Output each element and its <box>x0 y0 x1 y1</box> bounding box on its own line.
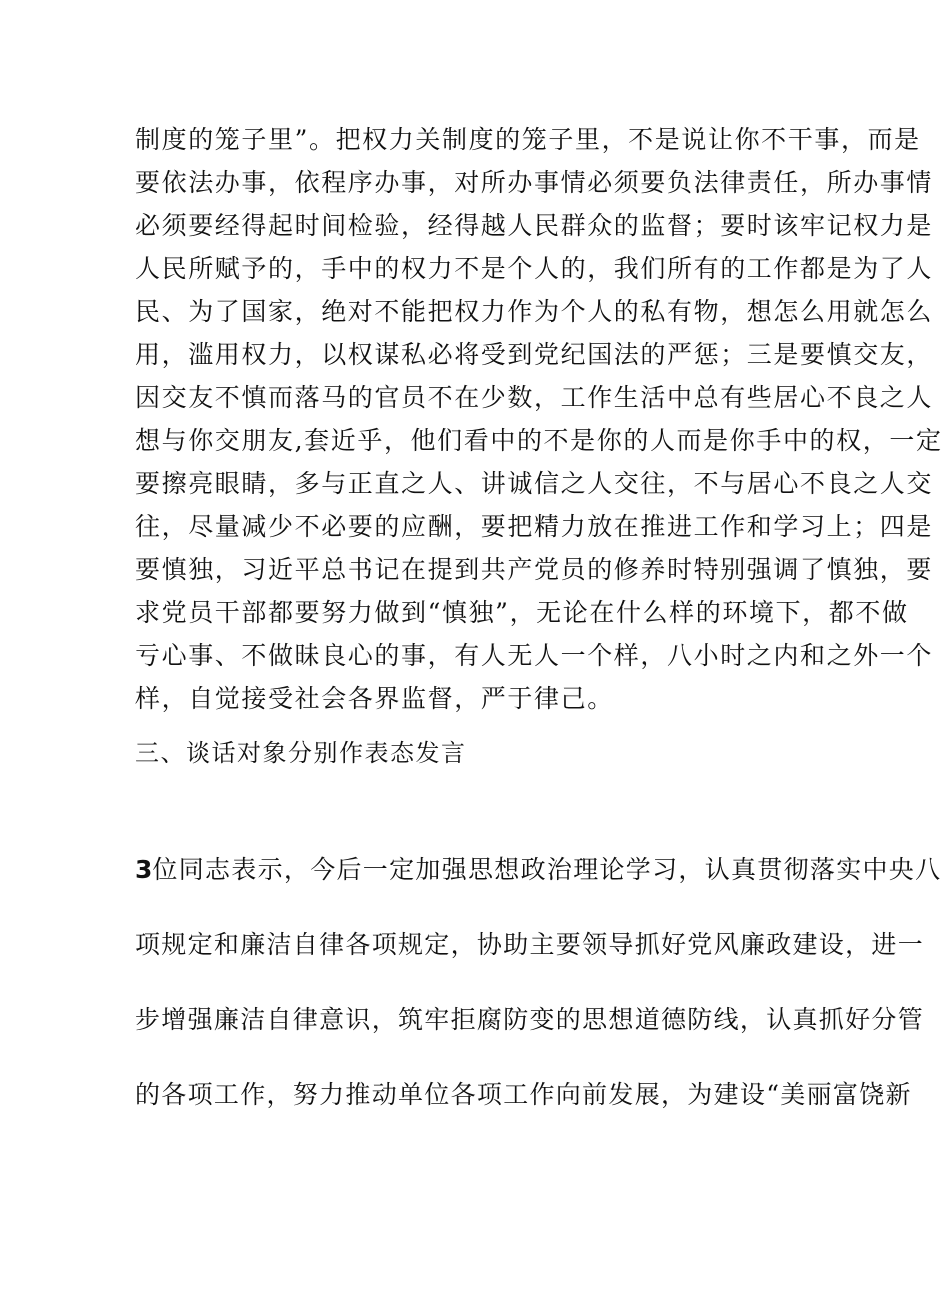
section-heading: 三、谈话对象分别作表态发言 <box>135 739 467 767</box>
paragraph-2-line: 的各项工作，努力推动单位各项工作向前发展，为建设“美丽富饶新 <box>135 1080 912 1109</box>
paragraph-1-line: 要擦亮眼睛，多与正直之人、讲诚信之人交往，不与居心不良之人交 <box>135 469 934 498</box>
paragraph-2-line-text: 位同志表示，今后一定加强思想政治理论学习，认真贯彻落实中央八 <box>152 855 942 884</box>
paragraph-1-line: 民、为了国家，绝对不能把权力作为个人的私有物，想怎么用就怎么 <box>135 297 934 326</box>
paragraph-2-line: 项规定和廉洁自律各项规定，协助主要领导抓好党风廉政建设，进一 <box>135 930 925 959</box>
paragraph-1-line: 样，自觉接受社会各界监督，严于律己。 <box>135 684 614 713</box>
paragraph-2-line <box>135 855 942 885</box>
paragraph-1-line: 亏心事、不做昧良心的事，有人无人一个样，八小时之内和之外一个 <box>135 641 934 670</box>
paragraph-2-line: 步增强廉洁自律意识，筑牢拒腐防变的思想道德防线，认真抓好分管 <box>135 1005 925 1034</box>
paragraph-1-line: 必须要经得起时间检验，经得越人民群众的监督；要时该牢记权力是 <box>135 211 934 240</box>
paragraph-1-line: 想与你交朋友,套近乎，他们看中的不是你的人而是你手中的权，一定 <box>135 426 943 455</box>
paragraph-1-line: 用，滥用权力，以权谋私必将受到党纪国法的严惩；三是要慎交友， <box>135 340 934 369</box>
paragraph-1-line: 求党员干部都要努力做到“慎独”，无论在什么样的环境下，都不做 <box>135 598 909 627</box>
paragraph-1-line: 要慎独，习近平总书记在提到共产党员的修养时特别强调了慎独，要 <box>135 555 934 584</box>
paragraph-1-line: 制度的笼子里”。把权力关制度的笼子里，不是说让你不干事，而是 <box>135 125 921 154</box>
paragraph-1-line: 要依法办事，依程序办事，对所办事情必须要负法律责任，所办事情 <box>135 168 934 197</box>
paragraph-1-line: 人民所赋予的，手中的权力不是个人的，我们所有的工作都是为了人 <box>135 254 934 283</box>
paragraph-1-line: 往，尽量减少不必要的应酬，要把精力放在推进工作和学习上；四是 <box>135 512 934 541</box>
paragraph-2-number: 3 <box>135 855 153 884</box>
paragraph-1-line: 因交友不慎而落马的官员不在少数，工作生活中总有些居心不良之人 <box>135 383 934 412</box>
